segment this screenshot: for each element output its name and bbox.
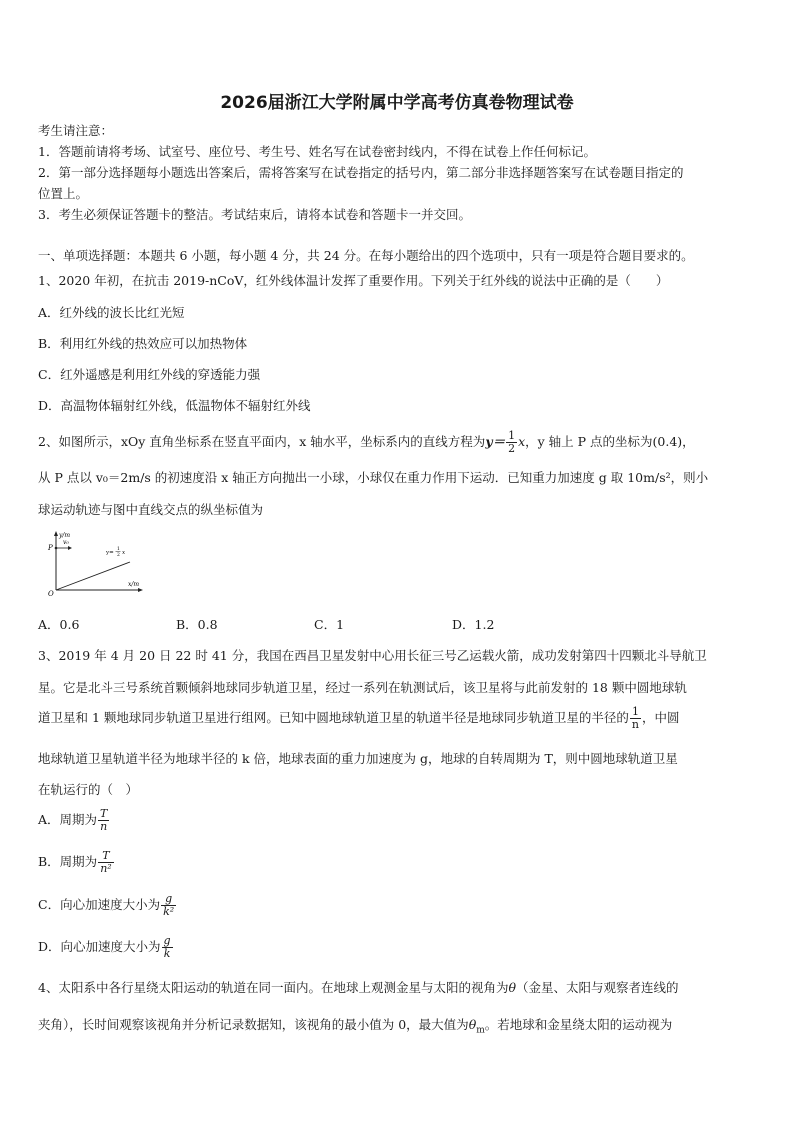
q1-stem: 1、2020 年初，在抗击 2019-nCoV，红外线体温计发挥了重要作用。下列关于红外线的说法中正确的是（ ） — [38, 273, 669, 288]
q2-eq-var: x — [518, 434, 526, 449]
notice-item-2-cont: 位置上。 — [38, 186, 89, 201]
q2-stem-b: ，y 轴上 P 点的坐标为(0.4)， — [525, 434, 695, 449]
straight-line — [56, 562, 130, 590]
q3-option-c — [38, 893, 177, 918]
q1-option-d: D．高温物体辐射红外线，低温物体不辐射红外线 — [38, 398, 311, 413]
q3-option-d-frac — [162, 935, 173, 960]
q4-line1a: 4、太阳系中各行星绕太阳运动的轨道在同一面内。在地球上观测金星与太阳的视角为 — [38, 980, 509, 995]
point-p — [55, 547, 58, 550]
q3-option-d-den: k — [163, 947, 171, 960]
q2-eq-den: 2 — [508, 442, 516, 455]
q3-option-d-num: g — [163, 934, 171, 947]
q3-line4: 地球轨道卫星轨道半径为地球半径的 k 倍，地球表面的重力加速度为 g，地球的自转周期为 T，则中圆地球轨道卫星 — [38, 751, 678, 766]
q1-option-a: A．红外线的波长比红光短 — [38, 305, 185, 320]
q2-option-b: B．0.8 — [176, 617, 218, 632]
origin-label: O — [48, 590, 54, 598]
q3-option-b — [38, 850, 115, 875]
line-label-lhs: y= — [106, 550, 114, 556]
q3-option-b-label: B．周期为 — [38, 854, 98, 869]
v0-label: v₀ — [63, 539, 69, 546]
line-label-num: 1 — [117, 547, 120, 552]
q3-option-a-label: A．周期为 — [38, 812, 98, 827]
q3-option-a-frac — [98, 808, 109, 833]
q2-stem-a: 2、如图所示，xOy 直角坐标系在竖直平面内，x 轴水平，坐标系内的直线方程为 — [38, 434, 486, 449]
line-label-den: 2 — [117, 553, 120, 558]
notice-item-1: 1．答题前请将考场、试室号、座位号、考生号、姓名写在试卷密封线内，不得在试卷上作任何标记。 — [38, 144, 596, 159]
q2-figure — [44, 528, 144, 598]
q3-frac-num: 1 — [630, 706, 641, 719]
q4-theta-sub: m — [476, 1025, 485, 1036]
q3-option-d — [38, 935, 174, 960]
q3-line1: 3、2019 年 4 月 20 日 22 时 41 分，我国在西昌卫星发射中心用长征三号乙运载火箭，成功发射第四十四颗北斗导航卫 — [38, 648, 707, 663]
x-axis-arrow — [138, 588, 143, 592]
q3-option-c-label: C．向心加速度大小为 — [38, 897, 161, 912]
section-heading: 一、单项选择题：本题共 6 小题，每小题 4 分，共 24 分。在每小题给出的四个选项中，只有一项是符合题目要求的。 — [38, 248, 694, 263]
y-axis-arrow — [54, 531, 58, 536]
x-axis-label: x/m — [128, 581, 140, 588]
q2-option-d: D．1.2 — [452, 617, 495, 632]
q4-theta: θ — [508, 980, 516, 995]
line-label-var: x — [122, 550, 126, 556]
velocity-arrow-head — [68, 546, 72, 550]
q2-eq-lhs: y＝ — [485, 434, 506, 449]
q4-line2 — [38, 1015, 672, 1036]
notice-item-3: 3．考生必须保证答题卡的整洁。考试结束后，请将本试卷和答题卡一并交回。 — [38, 207, 471, 222]
q3-option-a-num: T — [100, 807, 108, 820]
q3-line3a: 道卫星和 1 颗地球同步轨道卫星进行组网。已知中圆地球轨道卫星的轨道半径是地球同步轨道卫星的半径的 — [38, 710, 629, 725]
q3-line2: 星。它是北斗三号系统首颗倾斜地球同步轨道卫星，经过一系列在轨测试后，该卫星将与此前发射的 18 颗中圆地球轨 — [38, 680, 687, 695]
q2-option-a: A．0.6 — [38, 617, 80, 632]
p-label: P — [48, 544, 53, 552]
q3-option-c-frac — [161, 893, 176, 918]
q3-line5: 在轨运行的（ ） — [38, 782, 139, 797]
notice-heading: 考生请注意： — [38, 123, 114, 138]
q3-option-b-frac — [98, 850, 114, 875]
q3-option-a-den: n — [100, 820, 108, 833]
q4-line2a: 夹角），长时间观察该视角并分析记录数据知，该视角的最小值为 0，最大值为 — [38, 1017, 469, 1032]
notice-item-2: 2．第一部分选择题每小题选出答案后，需将答案写在试卷指定的括号内，第二部分非选择题答案写在试卷题目指定的 — [38, 165, 684, 180]
q3-option-d-label: D．向心加速度大小为 — [38, 939, 161, 954]
y-axis-label: y/m — [59, 532, 71, 539]
page-title: 2026届浙江大学附属中学高考仿真卷物理试卷 — [220, 93, 574, 113]
q4-line1 — [38, 978, 679, 996]
q1-option-c: C．红外遥感是利用红外线的穿透能力强 — [38, 367, 261, 382]
q3-option-b-num: T — [98, 850, 114, 863]
q2-option-c: C．1 — [314, 617, 345, 632]
q4-line1b: （金星、太阳与观察者连线的 — [516, 980, 679, 995]
q3-line3b: ，中圆 — [642, 710, 680, 725]
q2-stem-line1 — [38, 430, 695, 455]
q3-option-c-num: g — [161, 893, 176, 906]
q3-option-b-den: n² — [100, 862, 112, 875]
q2-stem-line3: 球运动轨迹与图中直线交点的纵坐标值为 — [38, 502, 264, 517]
q3-option-c-den: k² — [163, 905, 175, 918]
q1-option-b: B．利用红外线的热效应可以加热物体 — [38, 336, 248, 351]
q2-stem-line2: 从 P 点以 v₀＝2m/s 的初速度沿 x 轴正方向抛出一小球，小球仅在重力作用下运动．已知重力加速度 g 取 10m/s²，则小 — [38, 470, 709, 485]
q2-eq-fraction — [506, 430, 517, 455]
q3-line3 — [38, 706, 680, 731]
q4-theta-m: θ — [468, 1017, 477, 1032]
q3-fraction — [630, 706, 641, 731]
q3-option-a — [38, 808, 110, 833]
q3-frac-den: n — [631, 718, 639, 731]
q4-line2b: 。若地球和金星绕太阳的运动视为 — [484, 1017, 673, 1032]
q2-eq-num: 1 — [508, 429, 516, 442]
